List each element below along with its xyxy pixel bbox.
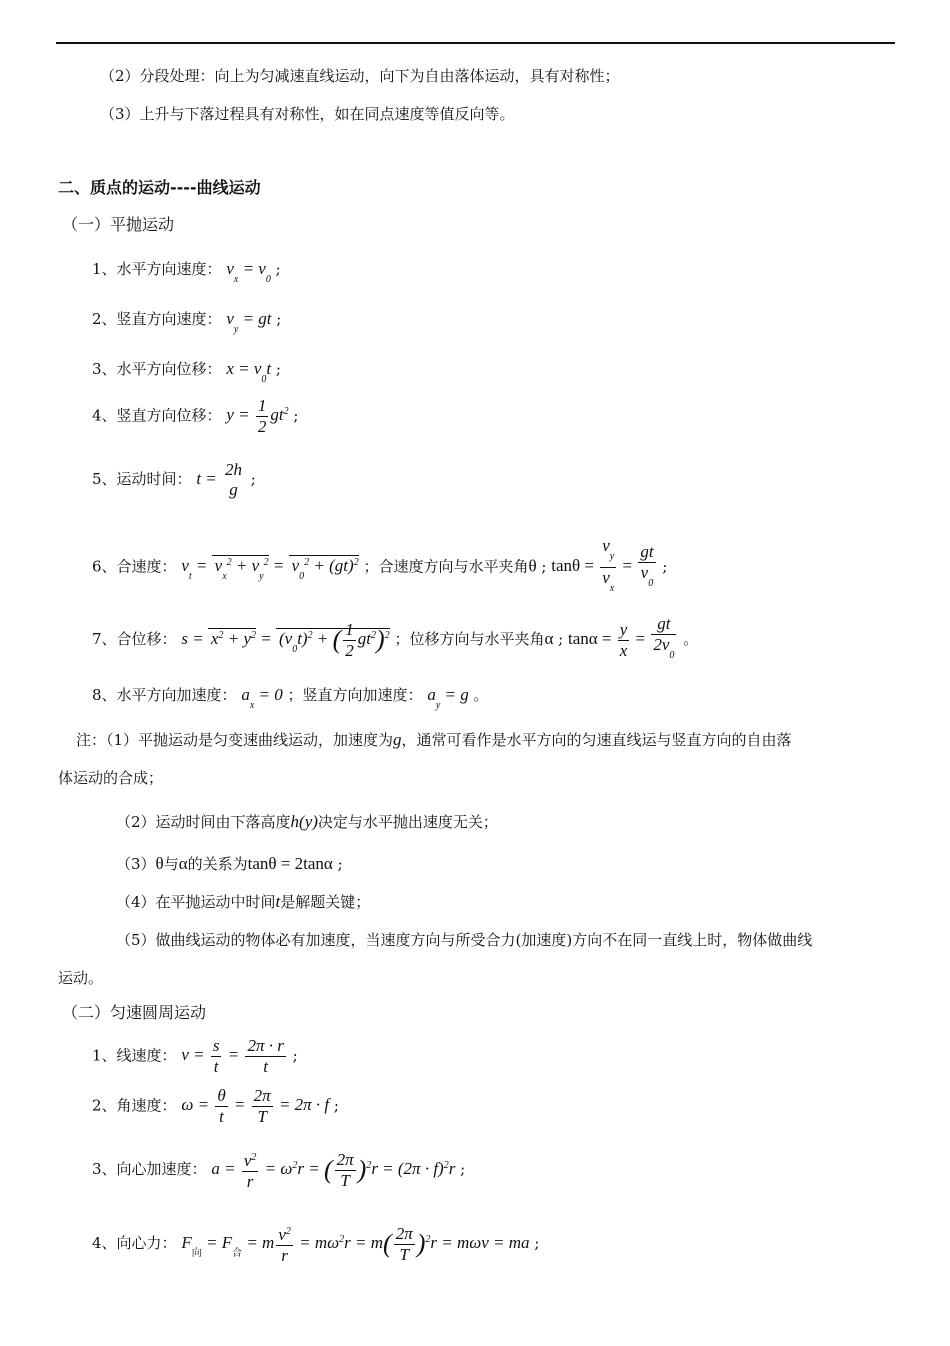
- header-rule: [56, 42, 895, 44]
- formula-7-label: 7、合位移：: [92, 629, 177, 648]
- note-3-b: 与: [163, 855, 179, 873]
- formula-8-mid: ；竖直方向加速度：: [287, 686, 423, 704]
- formula-4-label: 4、竖直方向位移：: [92, 406, 222, 425]
- note-5: （5）做曲线运动的物体必有加速度，当速度方向与所受合力(加速度)方向不在同一直线上时，物体做曲线: [116, 931, 813, 949]
- formula-1-label: 1、水平方向速度：: [92, 260, 222, 278]
- note-1-g: g: [393, 730, 402, 749]
- formula-2-expr: $v_y$ = gt: [226, 309, 272, 335]
- note-4-b: 是解题关键；: [280, 893, 371, 911]
- formula-2-label: 2、竖直方向速度：: [92, 310, 222, 328]
- formula-8-expr-b: $a_y = g$: [427, 685, 469, 711]
- note-1-a: 注：（1）平抛运动是匀变速曲线运动，加速度为: [76, 731, 394, 749]
- circle-formula-2-label: 2、角速度：: [92, 1096, 177, 1115]
- note-4-t: t: [275, 892, 281, 911]
- circle-formula-1-expr: v = $\frac{s}{t}$ = $\frac{2\pi \cdot r}{t}$: [181, 1036, 284, 1076]
- circle-formula-4-expr: $F_向 = F_合 = m$ $\frac{v^2}{r}$ = $m\omega^2r = m$( $\frac{2\pi}{T}$ )$^2$r = mωv = ma: [181, 1223, 530, 1265]
- note-3-expr: tanθ = 2tanα: [247, 854, 333, 873]
- formula-3: 3、水平方向位移： $x = v_0t$ ;: [92, 359, 281, 385]
- circle-formula-3: 3、向心加速度： a = $\frac{v^2}{r}$ = $\omega^2r$ = ( $\frac{2\pi}{T}$ )$^2r = (2\pi \cdot f)^2r$ ;: [92, 1149, 466, 1191]
- formula-1: 1、水平方向速度： $v_x = v_0$ ;: [92, 259, 281, 285]
- formula-8-label: 8、水平方向加速度：: [92, 686, 237, 704]
- formula-6: 6、合速度： $v_t = v_x^2 + v_y^2 = v_0^2 + (gt)^2$ ；合速度方向与水平夹角θ ; tanθ = $\frac{v_y}{v_x}$ = $\frac{gt}{v_0}$ ;: [92, 536, 668, 594]
- note-3-alpha: α: [178, 854, 188, 873]
- note-2-b: 决定与水平抛出速度无关；: [317, 813, 498, 831]
- note-5-cont: 运动。: [58, 969, 104, 987]
- circle-formula-1-label: 1、线速度：: [92, 1046, 177, 1065]
- formula-6-mid: ；合速度方向与水平夹角: [363, 557, 529, 576]
- formula-5: 5、运动时间： t = 2h g ;: [92, 460, 256, 499]
- note-3-theta: θ: [155, 854, 164, 873]
- circle-formula-4-label: 4、向心力：: [92, 1233, 177, 1252]
- formula-2: 2、竖直方向速度： $v_y$ = gt ;: [92, 309, 282, 335]
- note-3-a: （3）: [116, 855, 156, 873]
- note-4: [116, 892, 370, 912]
- subsection-title-2: （二）匀速圆周运动: [62, 1003, 207, 1022]
- subsection-title-1: （一）平抛运动: [62, 215, 175, 234]
- circle-formula-2-expr: ω = $\frac{\theta}{t}$ = $\frac{2\pi}{T}$ = 2π · f: [181, 1086, 330, 1126]
- circle-formula-2: 2、角速度： ω = $\frac{\theta}{t}$ = $\frac{2\pi}{T}$ = 2π · f ;: [92, 1086, 339, 1126]
- formula-3-expr: $x = v_0t$: [226, 359, 272, 385]
- note-3: （3）θ与α的关系为tanθ = 2tanα ;: [116, 854, 343, 873]
- note-3-c: 的关系为: [187, 855, 248, 873]
- formula-8-expr-a: $a_x = 0$: [241, 685, 283, 711]
- formula-6-tan: tanθ = $\frac{v_y}{v_x}$ = $\frac{gt}{v_0}$: [551, 536, 654, 594]
- paragraph-2: （2）分段处理：向上为匀减速直线运动，向下为自由落体运动，具有对称性；: [100, 67, 620, 85]
- note-1: [76, 730, 792, 750]
- note-1-cont: 体运动的合成；: [58, 769, 164, 787]
- note-4-a: （4）在平抛运动中时间: [116, 893, 276, 911]
- note-2: [116, 812, 498, 832]
- note-1-b: ，通常可看作是水平方向的匀速直线运与竖直方向的自由落: [401, 731, 792, 749]
- paragraph-3: （3）上升与下落过程具有对称性，如在同点速度等值反向等。: [100, 105, 515, 123]
- circle-formula-1: 1、线速度： v = $\frac{s}{t}$ = $\frac{2\pi \cdot r}{t}$ ;: [92, 1036, 298, 1076]
- circle-formula-3-expr: a = $\frac{v^2}{r}$ = $\omega^2r$ = ( $\frac{2\pi}{T}$ )$^2r = (2\pi \cdot f)^2r$: [211, 1149, 456, 1191]
- formula-5-label: 5、运动时间：: [92, 469, 192, 488]
- formula-4: 4、竖直方向位移： y = $\frac{1}{2}$ $gt^2$ ;: [92, 396, 299, 436]
- formula-5-expr: t = 2h g: [196, 460, 243, 499]
- note-2-a: （2）运动时间由下落高度: [116, 813, 291, 831]
- formula-8: 8、水平方向加速度： $a_x = 0$ ；竖直方向加速度： $a_y = g$ 。: [92, 685, 489, 711]
- formula-3-label: 3、水平方向位移：: [92, 360, 222, 378]
- note-2-h: h(y): [290, 812, 318, 831]
- section-title: 二、质点的运动----曲线运动: [58, 178, 261, 197]
- formula-7-expr: $s = x^2 + y^2 = (v_0t)^2$ + ( $\frac{1}{2}$ $gt^2)^2$: [181, 619, 390, 660]
- formula-4-expr: y = $\frac{1}{2}$ $gt^2$: [226, 396, 289, 436]
- formula-1-expr: $v_x = v_0$: [226, 259, 271, 285]
- formula-7: 7、合位移： $s = x^2 + y^2 = (v_0t)^2$ + ( $\frac{1}{2}$ $gt^2)^2$ ；位移方向与水平夹角α ; tanα = $\frac{y}{x}$ = $\frac{gt}{2v_0}$ 。: [92, 614, 699, 661]
- formula-7-mid: ；位移方向与水平夹角: [394, 629, 545, 648]
- formula-7-tan: tanα = $\frac{y}{x}$ = $\frac{gt}{2v_0}$: [567, 614, 675, 661]
- circle-formula-3-label: 3、向心加速度：: [92, 1159, 207, 1178]
- formula-6-label: 6、合速度：: [92, 557, 177, 576]
- formula-6-expr: $v_t = v_x^2 + v_y^2 = v_0^2 + (gt)^2$: [181, 556, 359, 583]
- circle-formula-4: 4、向心力： $F_向 = F_合 = m$ $\frac{v^2}{r}$ = $m\omega^2r = m$( $\frac{2\pi}{T}$ )$^2$r = mωv = ma ;: [92, 1223, 540, 1265]
